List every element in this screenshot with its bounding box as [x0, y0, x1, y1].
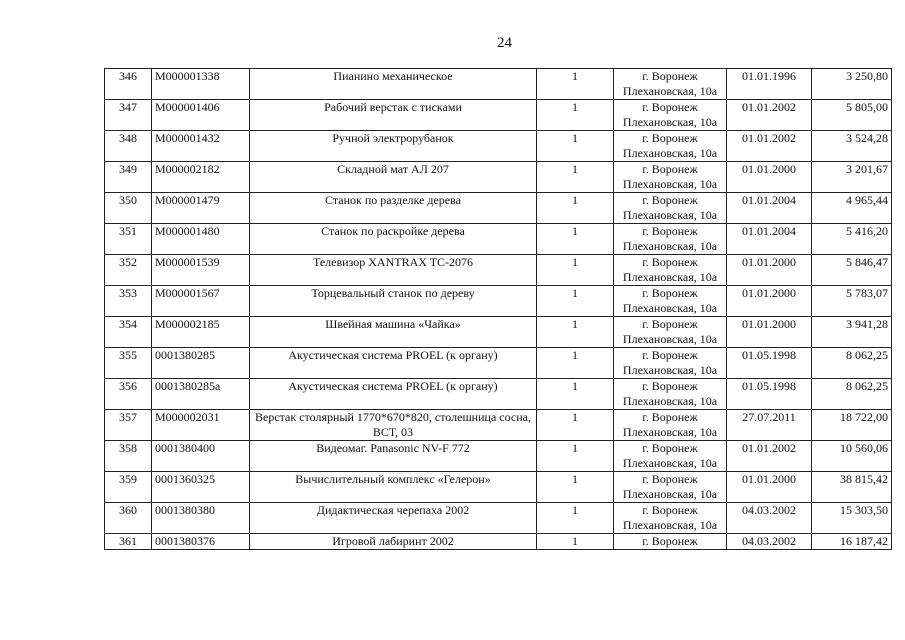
location-city: г. Воронеж — [642, 100, 698, 114]
table-row — [105, 410, 892, 441]
location-cell — [614, 348, 727, 379]
row-number-cell: 360 — [105, 503, 152, 534]
location-city: г. Воронеж — [642, 441, 698, 455]
quantity-cell: 1 — [537, 100, 614, 131]
location-city: г. Воронеж — [642, 379, 698, 393]
table-row — [105, 472, 892, 503]
location-cell — [614, 224, 727, 255]
table-row — [105, 348, 892, 379]
inventory-code-cell: М000002182 — [152, 162, 250, 193]
inventory-code-cell: М000001480 — [152, 224, 250, 255]
row-number-cell: 353 — [105, 286, 152, 317]
location-street: Плехановская, 10а — [622, 270, 718, 284]
row-number-cell: 352 — [105, 255, 152, 286]
book-value-cell: 3 250,80 — [812, 69, 892, 100]
item-name-cell: Акустическая система PROEL (к органу) — [250, 348, 537, 379]
location-city: г. Воронеж — [642, 286, 698, 300]
acquisition-date-cell: 01.01.1996 — [727, 69, 812, 100]
inventory-code-cell: М000001338 — [152, 69, 250, 100]
acquisition-date-cell: 27.07.2011 — [727, 410, 812, 441]
location-city: г. Воронеж — [642, 69, 698, 83]
location-street: Плехановская, 10а — [622, 425, 718, 439]
table-row — [105, 317, 892, 348]
row-number-cell: 361 — [105, 534, 152, 550]
row-number-cell: 354 — [105, 317, 152, 348]
location-city: г. Воронеж — [642, 410, 698, 424]
quantity-cell: 1 — [537, 224, 614, 255]
inventory-code-cell: М000001567 — [152, 286, 250, 317]
inventory-code-cell: 0001380285 — [152, 348, 250, 379]
item-name-cell: Складной мат АЛ 207 — [250, 162, 537, 193]
location-city: г. Воронеж — [642, 317, 698, 331]
quantity-cell: 1 — [537, 255, 614, 286]
table-row — [105, 503, 892, 534]
inventory-code-cell: 0001380400 — [152, 441, 250, 472]
row-number-cell: 349 — [105, 162, 152, 193]
quantity-cell: 1 — [537, 286, 614, 317]
item-name-cell: Игровой лабиринт 2002 — [250, 534, 537, 550]
location-street: Плехановская, 10а — [622, 394, 718, 408]
table-row — [105, 441, 892, 472]
location-street: Плехановская, 10а — [622, 239, 718, 253]
inventory-code-cell: 0001380380 — [152, 503, 250, 534]
table-row — [105, 100, 892, 131]
item-name-cell: Дидактическая черепаха 2002 — [250, 503, 537, 534]
quantity-cell: 1 — [537, 441, 614, 472]
acquisition-date-cell: 01.01.2004 — [727, 224, 812, 255]
quantity-cell: 1 — [537, 379, 614, 410]
book-value-cell: 8 062,25 — [812, 348, 892, 379]
inventory-table — [104, 68, 892, 550]
quantity-cell: 1 — [537, 131, 614, 162]
item-name-cell: Вычислительный комплекс «Гелерон» — [250, 472, 537, 503]
row-number-cell: 356 — [105, 379, 152, 410]
table-row — [105, 534, 892, 550]
location-street: Плехановская, 10а — [622, 518, 718, 532]
item-name-cell: Видеомаг. Panasonic NV-F 772 — [250, 441, 537, 472]
location-city: г. Воронеж — [642, 534, 698, 548]
inventory-code-cell: 0001360325 — [152, 472, 250, 503]
location-cell — [614, 317, 727, 348]
book-value-cell: 16 187,42 — [812, 534, 892, 550]
location-cell — [614, 193, 727, 224]
location-city: г. Воронеж — [642, 131, 698, 145]
location-city: г. Воронеж — [642, 255, 698, 269]
page-number: 24 — [497, 35, 512, 51]
acquisition-date-cell: 01.01.2002 — [727, 441, 812, 472]
location-city: г. Воронеж — [642, 503, 698, 517]
item-name-cell: Торцевальный станок по дереву — [250, 286, 537, 317]
acquisition-date-cell: 04.03.2002 — [727, 503, 812, 534]
book-value-cell: 3 201,67 — [812, 162, 892, 193]
location-street: Плехановская, 10а — [622, 208, 718, 222]
inventory-code-cell: М000001479 — [152, 193, 250, 224]
quantity-cell: 1 — [537, 410, 614, 441]
acquisition-date-cell: 04.03.2002 — [727, 534, 812, 550]
location-cell — [614, 472, 727, 503]
location-street: Плехановская, 10а — [622, 115, 718, 129]
book-value-cell: 10 560,06 — [812, 441, 892, 472]
table-row — [105, 224, 892, 255]
quantity-cell: 1 — [537, 472, 614, 503]
item-name-cell: Пианино механическое — [250, 69, 537, 100]
location-cell — [614, 69, 727, 100]
book-value-cell: 5 783,07 — [812, 286, 892, 317]
acquisition-date-cell: 01.05.1998 — [727, 348, 812, 379]
quantity-cell: 1 — [537, 193, 614, 224]
row-number-cell: 350 — [105, 193, 152, 224]
inventory-code-cell: М000001539 — [152, 255, 250, 286]
row-number-cell: 348 — [105, 131, 152, 162]
location-street: Плехановская, 10а — [622, 332, 718, 346]
quantity-cell: 1 — [537, 348, 614, 379]
acquisition-date-cell: 01.01.2000 — [727, 317, 812, 348]
acquisition-date-cell: 01.01.2002 — [727, 131, 812, 162]
acquisition-date-cell: 01.01.2000 — [727, 286, 812, 317]
item-name-cell: Станок по разделке дерева — [250, 193, 537, 224]
location-city: г. Воронеж — [642, 162, 698, 176]
book-value-cell: 18 722,00 — [812, 410, 892, 441]
location-cell — [614, 503, 727, 534]
quantity-cell: 1 — [537, 503, 614, 534]
acquisition-date-cell: 01.05.1998 — [727, 379, 812, 410]
item-name-cell: Телевизор XANTRAX TC-2076 — [250, 255, 537, 286]
quantity-cell: 1 — [537, 534, 614, 550]
acquisition-date-cell: 01.01.2004 — [727, 193, 812, 224]
location-cell — [614, 100, 727, 131]
acquisition-date-cell: 01.01.2000 — [727, 472, 812, 503]
inventory-code-cell: 0001380376 — [152, 534, 250, 550]
inventory-code-cell: М000001406 — [152, 100, 250, 131]
table-row — [105, 162, 892, 193]
quantity-cell: 1 — [537, 317, 614, 348]
acquisition-date-cell: 01.01.2000 — [727, 162, 812, 193]
item-name-cell: Станок по раскройке дерева — [250, 224, 537, 255]
book-value-cell: 3 941,28 — [812, 317, 892, 348]
location-street: Плехановская, 10а — [622, 177, 718, 191]
table-row — [105, 131, 892, 162]
row-number-cell: 351 — [105, 224, 152, 255]
location-city: г. Воронеж — [642, 472, 698, 486]
inventory-code-cell: М000001432 — [152, 131, 250, 162]
quantity-cell: 1 — [537, 69, 614, 100]
book-value-cell: 38 815,42 — [812, 472, 892, 503]
book-value-cell: 15 303,50 — [812, 503, 892, 534]
inventory-code-cell: М000002031 — [152, 410, 250, 441]
row-number-cell: 359 — [105, 472, 152, 503]
item-name-cell: Рабочий верстак с тисками — [250, 100, 537, 131]
location-cell — [614, 534, 727, 550]
acquisition-date-cell: 01.01.2002 — [727, 100, 812, 131]
location-street: Плехановская, 10а — [622, 84, 718, 98]
location-cell — [614, 162, 727, 193]
location-cell — [614, 131, 727, 162]
location-cell — [614, 286, 727, 317]
table-row — [105, 255, 892, 286]
item-name-cell: Швейная машина «Чайка» — [250, 317, 537, 348]
table-row — [105, 69, 892, 100]
location-street: Плехановская, 10а — [622, 301, 718, 315]
location-city: г. Воронеж — [642, 193, 698, 207]
book-value-cell: 5 846,47 — [812, 255, 892, 286]
location-street: Плехановская, 10а — [622, 487, 718, 501]
book-value-cell: 5 416,20 — [812, 224, 892, 255]
row-number-cell: 358 — [105, 441, 152, 472]
row-number-cell: 347 — [105, 100, 152, 131]
book-value-cell: 4 965,44 — [812, 193, 892, 224]
location-street: Плехановская, 10а — [622, 363, 718, 377]
location-cell — [614, 410, 727, 441]
location-street: Плехановская, 10а — [622, 146, 718, 160]
acquisition-date-cell: 01.01.2000 — [727, 255, 812, 286]
inventory-code-cell: 0001380285а — [152, 379, 250, 410]
item-name-cell: Ручной электрорубанок — [250, 131, 537, 162]
location-city: г. Воронеж — [642, 224, 698, 238]
location-cell — [614, 255, 727, 286]
quantity-cell: 1 — [537, 162, 614, 193]
item-name-cell: Верстак столярный 1770*670*820, столешница сосна, ВСТ, 03 — [250, 410, 537, 441]
table-row — [105, 286, 892, 317]
inventory-code-cell: М000002185 — [152, 317, 250, 348]
book-value-cell: 5 805,00 — [812, 100, 892, 131]
row-number-cell: 357 — [105, 410, 152, 441]
location-city: г. Воронеж — [642, 348, 698, 362]
book-value-cell: 8 062,25 — [812, 379, 892, 410]
book-value-cell: 3 524,28 — [812, 131, 892, 162]
location-street: Плехановская, 10а — [622, 456, 718, 470]
item-name-cell: Акустическая система PROEL (к органу) — [250, 379, 537, 410]
location-cell — [614, 441, 727, 472]
location-cell — [614, 379, 727, 410]
table-row — [105, 193, 892, 224]
row-number-cell: 346 — [105, 69, 152, 100]
row-number-cell: 355 — [105, 348, 152, 379]
table-row — [105, 379, 892, 410]
